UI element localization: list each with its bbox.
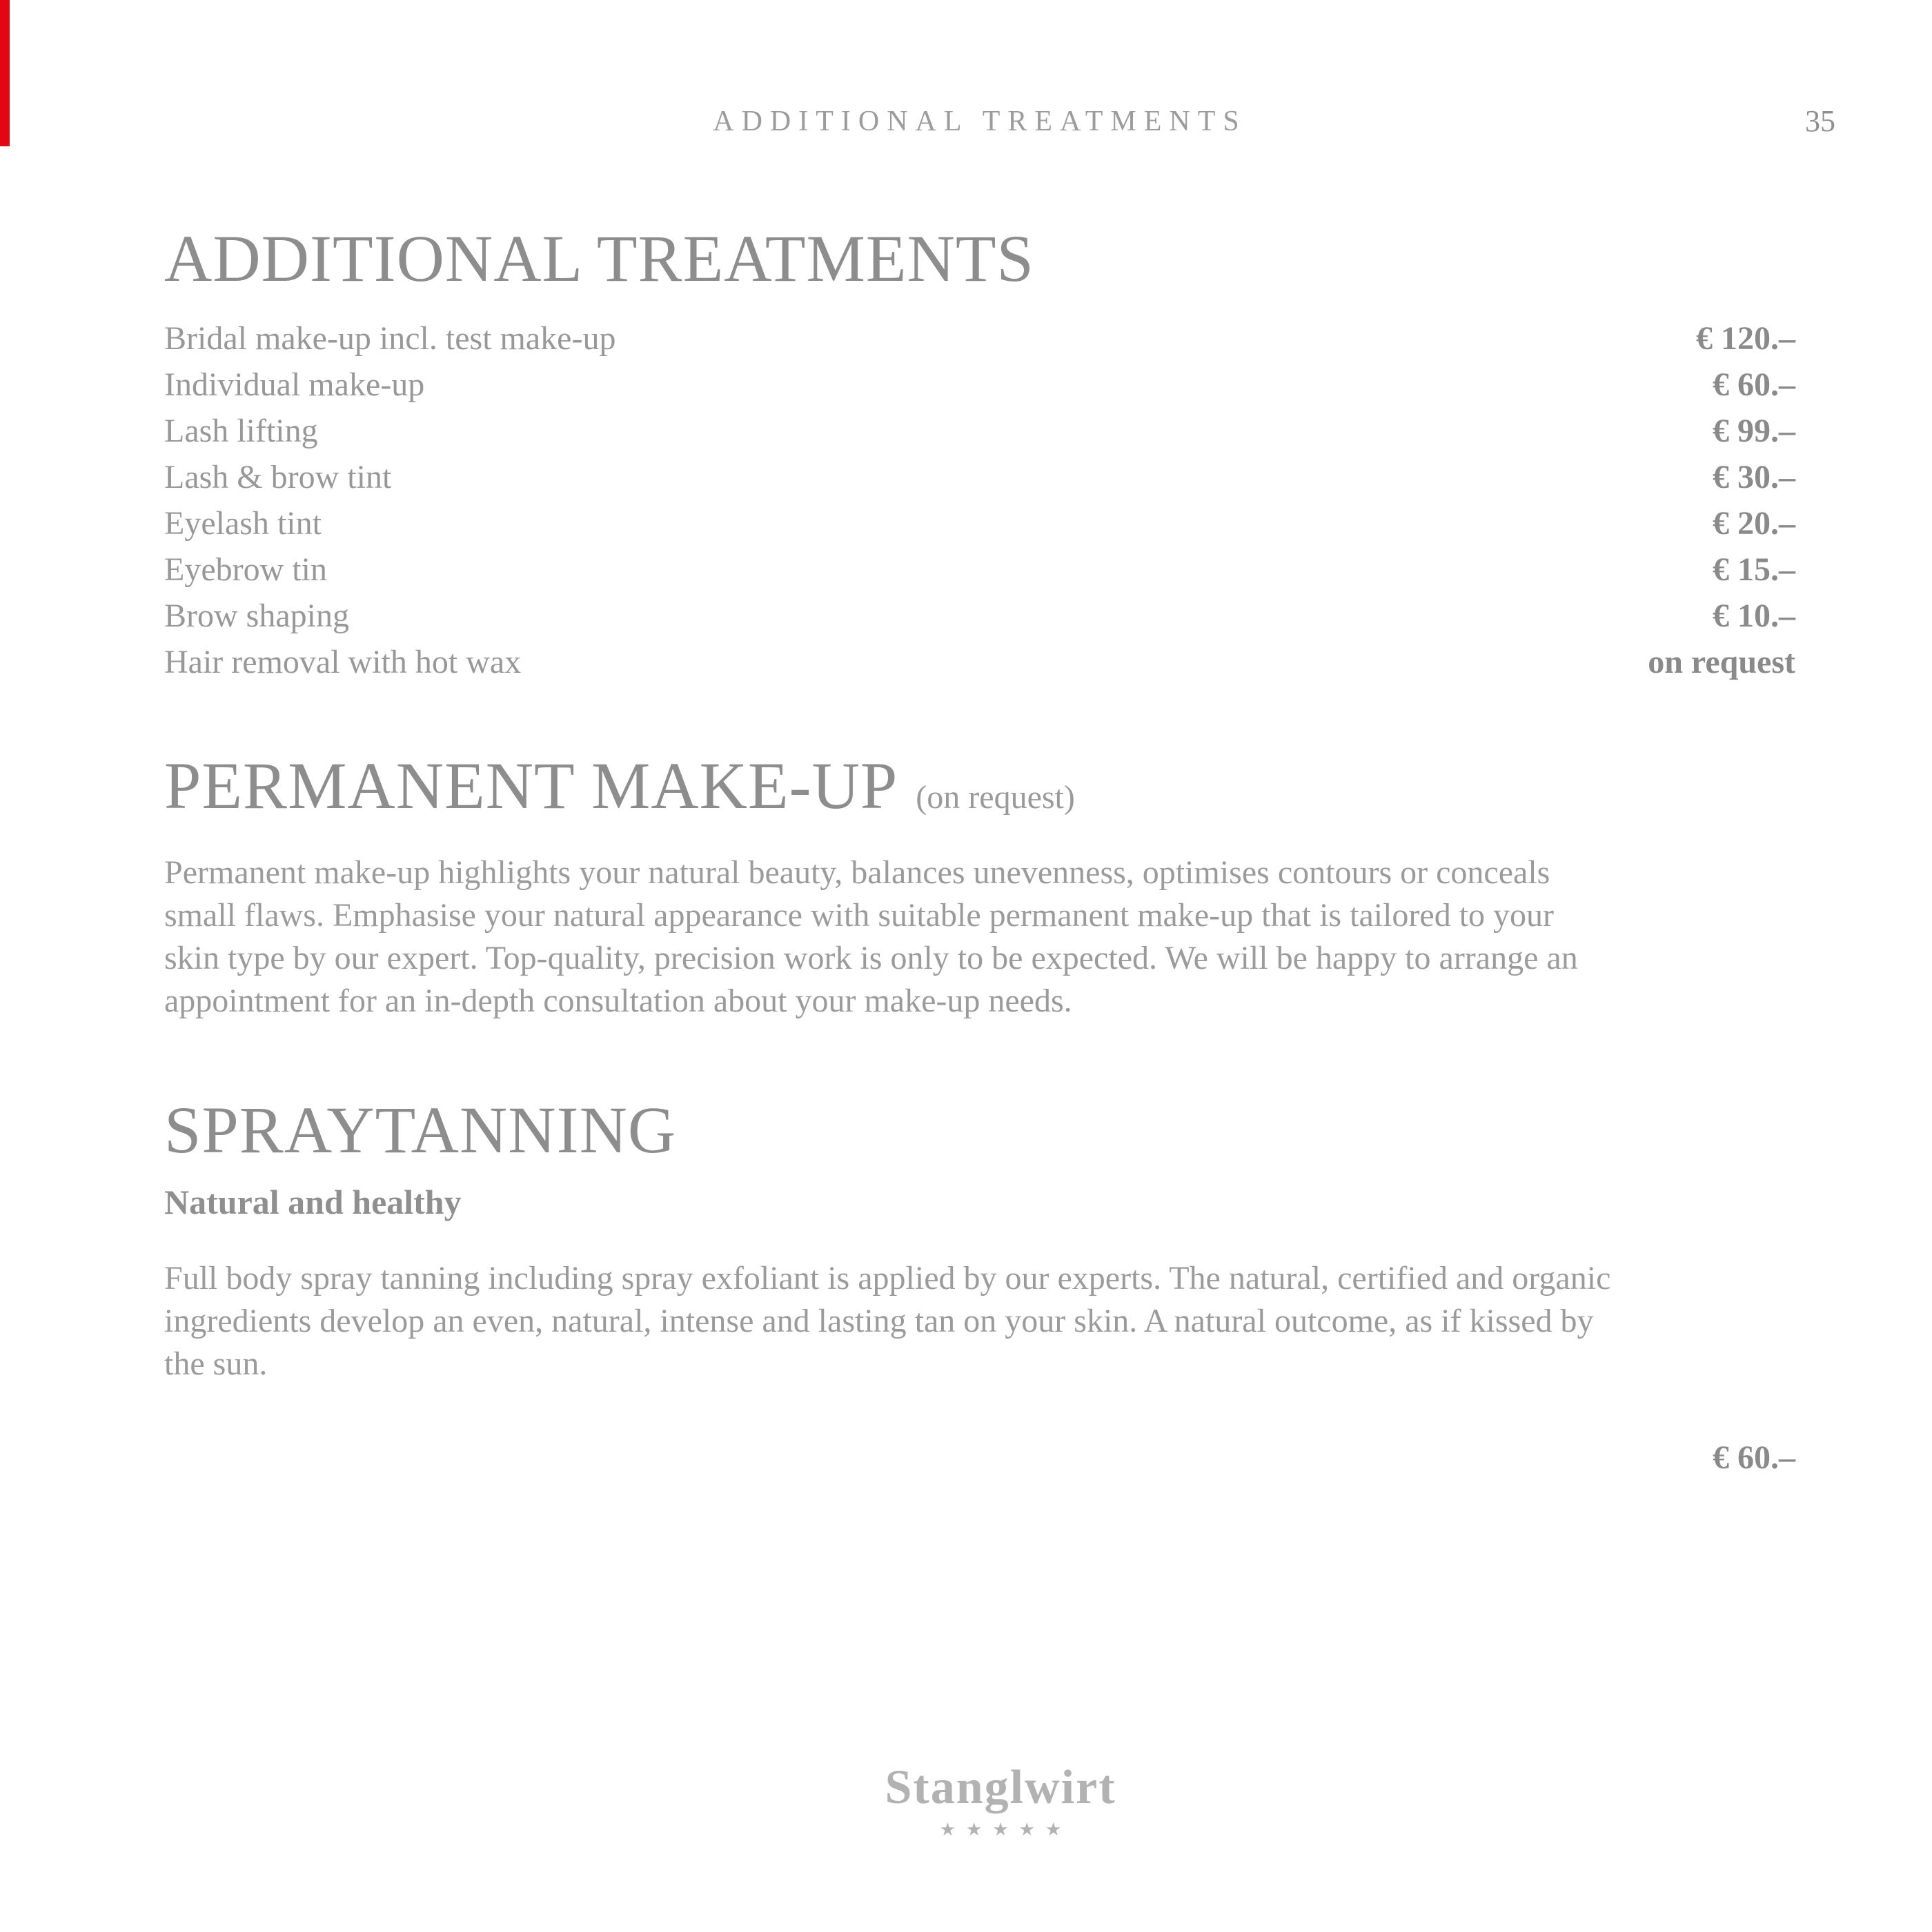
treatment-label: Hair removal with hot wax xyxy=(164,644,522,680)
price-row xyxy=(164,500,1795,546)
paragraph-line: Full body spray tanning including spray exfoliant is applied by our experts. The natural, certified and organic xyxy=(164,1260,1611,1297)
paragraph-line: the sun. xyxy=(164,1346,268,1382)
running-header-title: ADDITIONAL TREATMENTS xyxy=(713,106,1247,137)
spraytanning-paragraph xyxy=(164,1257,1610,1386)
footer-brand xyxy=(69,1761,1932,1840)
treatment-label: Eyelash tint xyxy=(164,505,322,542)
paragraph-line: ingredients develop an even, natural, intense and lasting tan on your skin. A natural outcome, as if kissed by xyxy=(164,1303,1594,1339)
treatment-label: Eyebrow tin xyxy=(164,551,327,588)
treatment-price-list xyxy=(164,315,1795,685)
treatment-label: Lash & brow tint xyxy=(164,459,392,495)
price-row xyxy=(164,408,1795,454)
treatment-price: € 60.– xyxy=(1713,366,1795,403)
treatment-price: € 10.– xyxy=(1713,598,1795,634)
paragraph-line: small flaws. Emphasise your natural appearance with suitable permanent make-up that is tailored to your xyxy=(164,897,1555,934)
treatment-price: € 20.– xyxy=(1713,505,1795,542)
running-header xyxy=(164,105,1795,138)
spraytanning-subtitle: Natural and healthy xyxy=(164,1183,462,1221)
price-row xyxy=(164,362,1795,408)
section-title-suffix: (on request) xyxy=(916,779,1075,816)
page-edge-marker xyxy=(0,0,10,146)
five-stars-icon: ★★★★★ xyxy=(939,1820,1072,1840)
paragraph-line: skin type by our expert. Top-quality, precision work is only to be expected. We will be happy to arrange an xyxy=(164,940,1578,976)
section-title-text: PERMANENT MAKE-UP xyxy=(164,749,898,822)
section-title-additional-treatments xyxy=(164,222,1034,295)
section-title-text: ADDITIONAL TREATMENTS xyxy=(164,221,1034,295)
section-title-text: SPRAYTANNING xyxy=(164,1093,677,1167)
treatment-price: € 15.– xyxy=(1713,551,1795,588)
price-row xyxy=(164,593,1795,639)
treatment-price: € 99.– xyxy=(1713,413,1795,449)
paragraph-line: Permanent make-up highlights your natural beauty, balances unevenness, optimises contours or conceals xyxy=(164,854,1550,891)
spraytanning-price: € 60.– xyxy=(1713,1439,1795,1476)
treatment-price: € 120.– xyxy=(1696,320,1795,357)
paragraph-line: appointment for an in-depth consultation about your make-up needs. xyxy=(164,983,1072,1019)
section-title-spraytanning xyxy=(164,1094,676,1167)
page-number: 35 xyxy=(1805,104,1835,138)
treatment-label: Brow shaping xyxy=(164,598,349,634)
price-row xyxy=(164,454,1795,500)
permanent-makeup-paragraph xyxy=(164,851,1578,1023)
treatment-price: on request xyxy=(1648,644,1795,680)
section-title-permanent-makeup xyxy=(164,749,1075,822)
price-row xyxy=(164,639,1795,685)
stanglwirt-logo: Stanglwirt xyxy=(885,1761,1116,1814)
treatment-label: Lash lifting xyxy=(164,413,318,449)
treatment-label: Bridal make-up incl. test make-up xyxy=(164,320,616,357)
treatment-label: Individual make-up xyxy=(164,366,425,403)
treatment-price: € 30.– xyxy=(1713,459,1795,495)
price-row xyxy=(164,546,1795,593)
price-row xyxy=(164,315,1795,362)
